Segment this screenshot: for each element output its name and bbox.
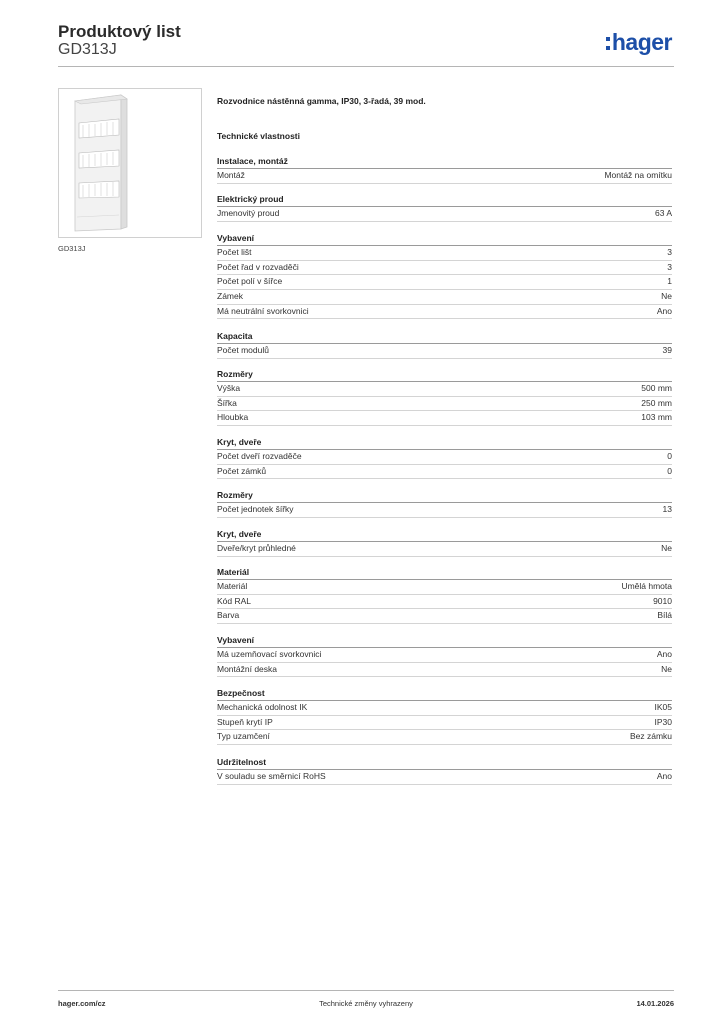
spec-row — [217, 411, 672, 426]
spec-group-title: Elektrický proud — [217, 193, 672, 207]
spec-group — [217, 687, 672, 745]
spec-group — [217, 756, 672, 785]
spec-row — [217, 344, 672, 359]
spec-label: Výška — [217, 383, 241, 393]
spec-value: Ano — [656, 305, 672, 316]
spec-row — [217, 595, 672, 610]
spec-row — [217, 542, 672, 557]
spec-label: Počet řad v rozvaděči — [217, 261, 299, 272]
spec-value: 9010 — [653, 595, 672, 606]
spec-group — [217, 489, 672, 518]
spec-group-title: Kapacita — [217, 330, 672, 344]
spec-value: Bez zámku — [629, 731, 672, 742]
spec-group-title: Vybavení — [217, 634, 672, 648]
spec-row — [217, 275, 672, 290]
product-description: Rozvodnice nástěnná gamma, IP30, 3-řadá, 39 mod. — [217, 96, 426, 106]
spec-value: 3 — [667, 247, 672, 257]
spec-label: Mechanická odolnost IK — [217, 702, 308, 712]
spec-label: Dveře/kryt průhledné — [217, 543, 296, 553]
spec-group-title: Vybavení — [217, 232, 672, 246]
spec-row — [217, 609, 672, 624]
technical-properties-heading: Technické vlastnosti — [217, 131, 300, 141]
spec-value: Bílá — [657, 610, 672, 621]
spec-value: Ano — [656, 649, 672, 659]
image-caption: GD313J — [58, 244, 86, 253]
spec-group-title: Kryt, dveře — [217, 436, 672, 450]
spec-label: Materiál — [217, 581, 248, 591]
spec-group — [217, 368, 672, 426]
spec-row — [217, 382, 672, 397]
footer-date: 14.01.2026 — [636, 999, 674, 1008]
spec-label: V souladu se směrnicí RoHS — [217, 771, 326, 781]
spec-label: Stupeň krytí IP — [217, 716, 273, 727]
spec-group-title: Materiál — [217, 566, 672, 580]
spec-group-title: Bezpečnost — [217, 687, 672, 701]
spec-row — [217, 465, 672, 480]
spec-row — [217, 503, 672, 518]
spec-group-title: Kryt, dveře — [217, 528, 672, 542]
spec-value: 103 mm — [641, 412, 672, 423]
spec-label: Počet modulů — [217, 345, 269, 355]
spec-row — [217, 169, 672, 184]
spec-group — [217, 155, 672, 184]
spec-label: Počet lišt — [217, 247, 252, 257]
spec-label: Počet dveří rozvaděče — [217, 451, 302, 461]
hager-logo — [606, 28, 672, 56]
spec-group — [217, 436, 672, 479]
spec-value: 39 — [662, 345, 672, 355]
spec-group — [217, 232, 672, 319]
spec-value: Ne — [661, 291, 672, 302]
spec-row — [217, 207, 672, 222]
spec-row — [217, 450, 672, 465]
distribution-board-illustration — [59, 89, 201, 237]
spec-row — [217, 716, 672, 731]
spec-label: Počet jednotek šířky — [217, 504, 294, 514]
spec-group-title: Rozměry — [217, 489, 672, 503]
logo-colon-icon — [606, 37, 610, 50]
spec-label: Má neutrální svorkovnici — [217, 305, 309, 316]
spec-group-title: Rozměry — [217, 368, 672, 382]
spec-value: 63 A — [654, 208, 672, 218]
spec-value: IK05 — [654, 702, 672, 712]
spec-row — [217, 246, 672, 261]
spec-row — [217, 663, 672, 678]
spec-row — [217, 770, 672, 785]
spec-value: Montáž na omítku — [604, 170, 672, 180]
spec-value: 3 — [667, 261, 672, 272]
spec-row — [217, 648, 672, 663]
spec-value: IP30 — [654, 716, 672, 727]
spec-value: 1 — [667, 276, 672, 287]
spec-group-title: Instalace, montáž — [217, 155, 672, 169]
page-header — [58, 20, 674, 70]
footer-divider — [58, 990, 674, 991]
spec-row — [217, 730, 672, 745]
spec-value: 250 mm — [641, 397, 672, 408]
spec-row — [217, 261, 672, 276]
spec-group — [217, 634, 672, 677]
spec-label: Jmenovitý proud — [217, 208, 280, 218]
spec-group — [217, 193, 672, 222]
spec-value: 0 — [667, 465, 672, 476]
spec-label: Barva — [217, 610, 240, 621]
spec-value: Ano — [656, 771, 672, 781]
spec-label: Má uzemňovací svorkovnici — [217, 649, 322, 659]
footer-notice: Technické změny vyhrazeny — [319, 999, 413, 1008]
spec-row — [217, 580, 672, 595]
spec-label: Typ uzamčení — [217, 731, 270, 742]
spec-label: Počet polí v šířce — [217, 276, 283, 287]
footer-website: hager.com/cz — [58, 999, 106, 1008]
header-divider — [58, 66, 674, 67]
product-code: GD313J — [58, 41, 117, 58]
spec-value: Ne — [661, 663, 672, 674]
spec-group — [217, 330, 672, 359]
spec-label: Počet zámků — [217, 465, 267, 476]
spec-label: Hloubka — [217, 412, 249, 423]
spec-label: Zámek — [217, 291, 243, 302]
spec-value: 0 — [667, 451, 672, 461]
spec-label: Montáž — [217, 170, 245, 180]
spec-value: 13 — [662, 504, 672, 514]
spec-row — [217, 397, 672, 412]
logo-text: hager — [611, 28, 672, 55]
spec-row — [217, 701, 672, 716]
spec-group — [217, 566, 672, 624]
spec-row — [217, 290, 672, 305]
spec-label: Šířka — [217, 397, 237, 408]
spec-value: 500 mm — [641, 383, 672, 393]
page-title: Produktový list — [58, 22, 181, 41]
spec-row — [217, 305, 672, 320]
spec-label: Montážní deska — [217, 663, 278, 674]
spec-group — [217, 528, 672, 557]
spec-label: Kód RAL — [217, 595, 252, 606]
product-image — [58, 88, 202, 238]
spec-value: Umělá hmota — [621, 581, 672, 591]
spec-value: Ne — [661, 543, 672, 553]
spec-group-title: Udržitelnost — [217, 756, 672, 770]
